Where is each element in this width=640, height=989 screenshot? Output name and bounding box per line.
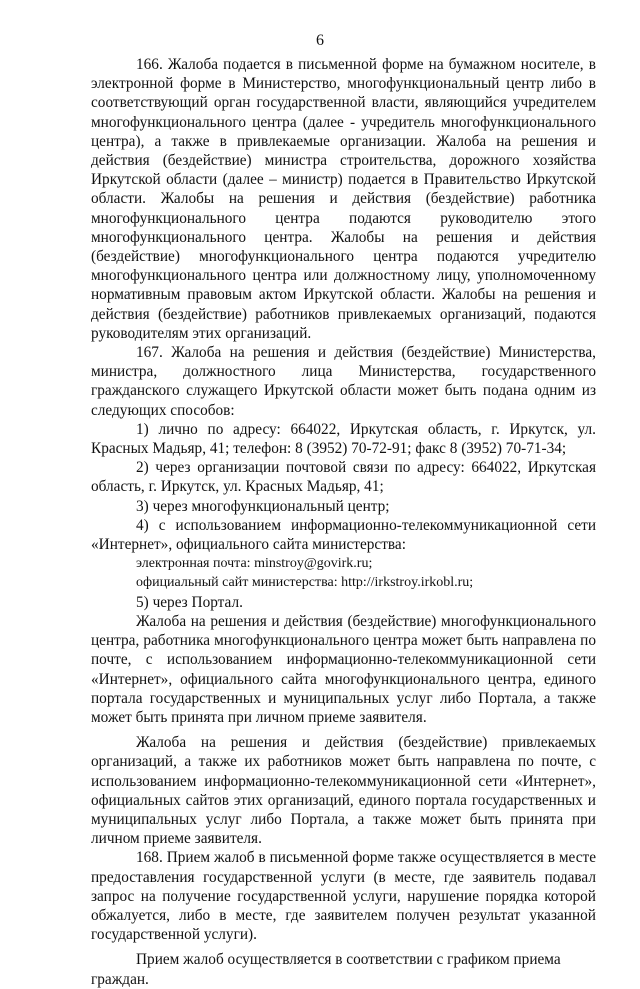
paragraph-schedule: Прием жалоб осуществляется в соответствии с графиком приема граждан.	[91, 951, 561, 988]
page-number: 6	[316, 32, 324, 49]
list-item-4: 4) с использованием информационно-телекоммуникационной сети «Интернет», официального сайта министерства:	[91, 516, 596, 554]
list-item-1: 1) лично по адресу: 664022, Иркутская область, г. Иркутск, ул. Красных Мадьяр, 41; телефон: 8 (3952) 70-72-91; факс 8 (3952) 70-71-34;	[91, 420, 596, 458]
paragraph-166: 166. Жалоба подается в письменной форме на бумажном носителе, в электронной форме в Министерство, многофункциональный центр либо в соответствующий орган государственной власти, являющийся учредителем многофункционального центра (далее - учредитель многофункционального центра), а также в привлекаемые организации. Жалоба на решения и действия (бездействие) министра строительства, дорожного хозяйства Иркутской области (далее – министр) подается в Правительство Иркутской области. Жалобы на решения и действия (бездействие) работника многофункционального центра подаются руководителю этого многофункционального центра. Жалобы на решения и действия (бездействие) многофункционального центра подаются учредителю многофункционального центра или должностному лицу, уполномоченному нормативным правовым актом Иркутской области. Жалобы на решения и действия (бездействие) работников привлекаемых организаций, подаются руководителям этих организаций.	[91, 56, 596, 342]
list-item-2: 2) через организации почтовой связи по адресу: 664022, Иркутская область, г. Иркутск, ул. Красных Мадьяр, 41;	[91, 459, 596, 496]
paragraph-167: 167. Жалоба на решения и действия (бездействие) Министерства, министра, должностного лица Министерства, государственного гражданского служащего Иркутской области может быть подана одним из следующих способов:	[91, 344, 596, 419]
website-line: официальный сайт министерства: http://irkstroy.irkobl.ru;	[136, 575, 474, 591]
list-item-5: 5) через Портал.	[136, 593, 243, 611]
paragraph-mfc-complaint: Жалоба на решения и действия (бездействие) многофункционального центра, работника многофункционального центра может быть направлена по почте, с использованием информационно-телекоммуникационной сети «Интернет», официального сайта многофункционального центра, единого портала государственных и муниципальных услуг либо Портала, а также может быть принята при личном приеме заявителя.	[91, 612, 596, 726]
email-line: электронная почта: minstroy@govirk.ru;	[136, 556, 373, 572]
list-item-3: 3) через многофункциональный центр;	[136, 497, 390, 515]
paragraph-organizations-complaint: Жалоба на решения и действия (бездействие) привлекаемых организаций, а также их работников может быть направлена по почте, с использованием информационно-телекоммуникационной сети «Интернет», официальных сайтов этих организаций, единого портала государственных и муниципальных услуг либо Портала, а также может быть принята при личном приеме заявителя.	[91, 734, 596, 848]
document-body	[91, 55, 596, 989]
paragraph-168: 168. Прием жалоб в письменной форме также осуществляется в месте предоставления государственной услуги (в месте, где заявитель подавал запрос на получение государственной услуги, нарушение порядка которой обжалуется, либо в месте, где заявителем получен результат указанной государственной услуги).	[91, 849, 596, 944]
